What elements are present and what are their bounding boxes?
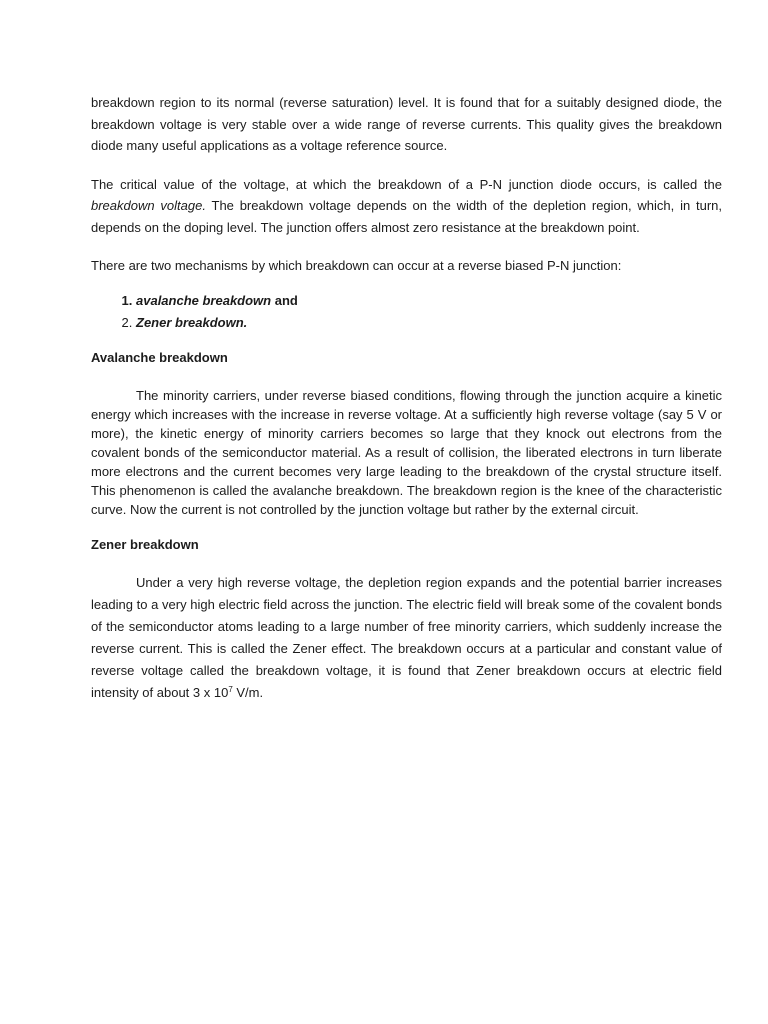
paragraph-text: V/m. [232, 684, 264, 700]
paragraph-avalanche-body: The minority carriers, under reverse biased conditions, flowing through the junction acquire a kinetic energy which increases with the increase in reverse voltage. At a sufficiently high reverse voltage (say 5 V or more), the kinetic energy of minority carriers becomes so large that they knock out electrons from the covalent bonds of the semiconductor material. As a result of collision, the liberated electrons in turn liberate more electrons and the current becomes very large leading to the breakdown of the crystal structure itself. This phenomenon is called the avalanche breakdown. The breakdown region is the knee of the characteristic curve. Now the current is not controlled by the junction voltage but rather by the external circuit. [91, 388, 722, 517]
page-content [91, 92, 722, 704]
list-suffix: and [271, 292, 298, 308]
exponent: 7 [228, 684, 233, 694]
heading-avalanche-breakdown: Avalanche breakdown [91, 349, 228, 365]
paragraph-breakdown-voltage [91, 174, 722, 239]
term-breakdown-voltage: breakdown voltage. [91, 198, 206, 213]
paragraph-zener-body [91, 572, 722, 704]
list-term: avalanche breakdown [136, 292, 272, 308]
list-item-zener [136, 312, 722, 334]
paragraph-mechanisms-intro: There are two mechanisms by which breakdown can occur at a reverse biased P-N junction: [91, 258, 622, 273]
list-term: Zener breakdown. [136, 314, 248, 330]
paragraph-breakdown-region: breakdown region to its normal (reverse saturation) level. It is found that for a suitably designed diode, the breakdown voltage is very stable over a wide range of reverse currents. This quality gives the breakdown diode many useful applications as a voltage reference source. [91, 95, 722, 153]
paragraph-text: The breakdown voltage depends on the width of the depletion region, which, in turn, depends on the doping level. The junction offers almost zero resistance at the breakdown point. [91, 198, 722, 235]
mechanisms-list [91, 290, 722, 334]
heading-zener-breakdown: Zener breakdown [91, 537, 199, 552]
paragraph-text: The critical value of the voltage, at which the breakdown of a P-N junction diode occurs, is called the [91, 176, 722, 192]
list-item-avalanche [136, 290, 722, 312]
paragraph-text: Under a very high reverse voltage, the depletion region expands and the potential barrier increases leading to a very high electric field across the junction. The electric field will break some of the covalent bonds of the semiconductor atoms leading to a large number of free minority carriers, which suddenly increase the reverse current. This is called the Zener effect. The breakdown occurs at a particular and constant value of reverse voltage called the breakdown voltage, it is found that Zener breakdown occurs at electric field intensity of about 3 x 10 [91, 574, 722, 700]
